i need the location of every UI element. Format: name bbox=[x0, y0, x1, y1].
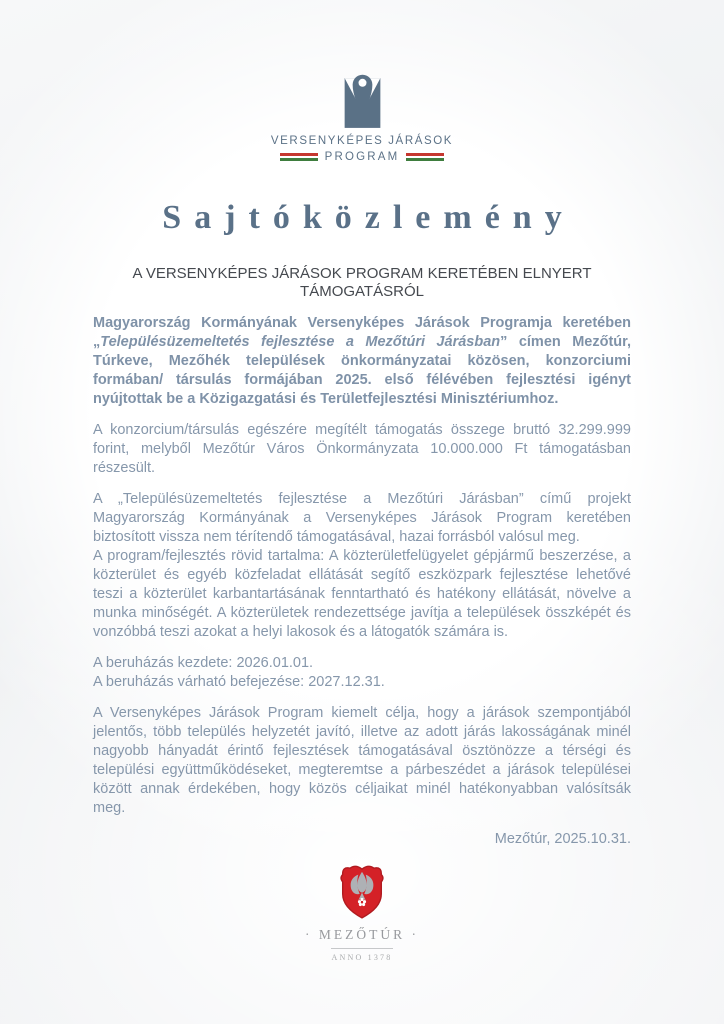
press-release-subject: A VERSENYKÉPES JÁRÁSOK PROGRAM KERETÉBEN ELNYERT TÁMOGATÁSRÓL bbox=[132, 265, 592, 300]
place-and-date-line: Mezőtúr, 2025.10.31. bbox=[494, 831, 631, 847]
city-anno-label: ANNO 1378 bbox=[331, 953, 393, 962]
page-title: Sajtóközlemény bbox=[162, 199, 575, 236]
paragraph-program-goal: A Versenyképes Járások Program kiemelt célja, hogy a járások szempontjából jelentős, több település helyzetét javító, illetve az adott járás lakosságának minél nagyobb hányadát érintő fejlesztések támogatásával ösztönözze a térségi és települési együttműködéseket, megteremtse a párbeszédet a járások települései között annak érdekében, hogy közös céljaikat minél hatékonyabban valósítsák meg. bbox=[93, 705, 631, 816]
paragraph-funding-source: A „Településüzemeltetés fejlesztése a Mezőtúri Járásban” című projekt Magyarország Kormányának a Versenyképes Járások Program keretében biztosított vissza nem térítendő támogatásával, hazai forrásból valósul meg. bbox=[93, 491, 631, 545]
mezotur-crest-icon bbox=[339, 865, 385, 921]
investment-end-date: A beruházás várható befejezése: 2027.12.31. bbox=[93, 674, 385, 690]
paragraph-program-content: A program/fejlesztés rövid tartalma: A közterületfelügyelet gépjármű beszerzése, a közterület és egyéb közfeladat ellátását segítő eszközpark fejlesztése lehetővé teszi a közterület karbantartásának fenntartható és hatékony ellátását, növelve a munka minőségét. A közterületek rendezettsége javítja a települések összképét és vonzóbbá teszi azokat a helyi lakosok és a látogatók számára is. bbox=[93, 548, 631, 640]
investment-dates bbox=[93, 654, 631, 692]
paragraph-intro bbox=[93, 314, 631, 409]
hungarian-flag-left-icon bbox=[280, 153, 318, 161]
map-pin-logo-icon bbox=[339, 62, 386, 128]
investment-start-date: A beruházás kezdete: 2026.01.01. bbox=[93, 655, 314, 671]
project-title-italic: Településüzemeltetés fejlesztése a Mezőtúri Járásban bbox=[100, 334, 501, 350]
city-name-label: · MEZŐTÚR · bbox=[305, 927, 419, 942]
city-logo bbox=[0, 865, 724, 962]
paragraph-grant-amount: A konzorcium/társulás egészére megítélt támogatás összege bruttó 32.299.999 forint, melyből Mezőtúr Város Önkormányzata 10.000.000 Ft támogatásban részesült. bbox=[93, 422, 631, 476]
hungarian-flag-right-icon bbox=[406, 153, 444, 161]
footer-divider bbox=[331, 948, 393, 949]
program-logo-line2-row bbox=[0, 151, 724, 163]
paragraph-intro-post: ” címen Mezőtúr, Túrkeve, Mezőhék települések önkormányzatai közösen, konzorciumi formában/ társulás formájában 2025. első félévében fejlesztési igényt nyújtottak be a Közigazgatási és Területfejlesztési Minisztériumhoz. bbox=[93, 334, 631, 407]
program-logo bbox=[0, 0, 724, 163]
press-release-body bbox=[93, 314, 631, 849]
paragraph-intro-pre: Magyarország Kormányának Versenyképes Járások Programja keretében „ bbox=[93, 315, 631, 350]
program-logo-line2: PROGRAM bbox=[324, 151, 400, 163]
program-logo-line1: VERSENYKÉPES JÁRÁSOK bbox=[270, 135, 454, 147]
